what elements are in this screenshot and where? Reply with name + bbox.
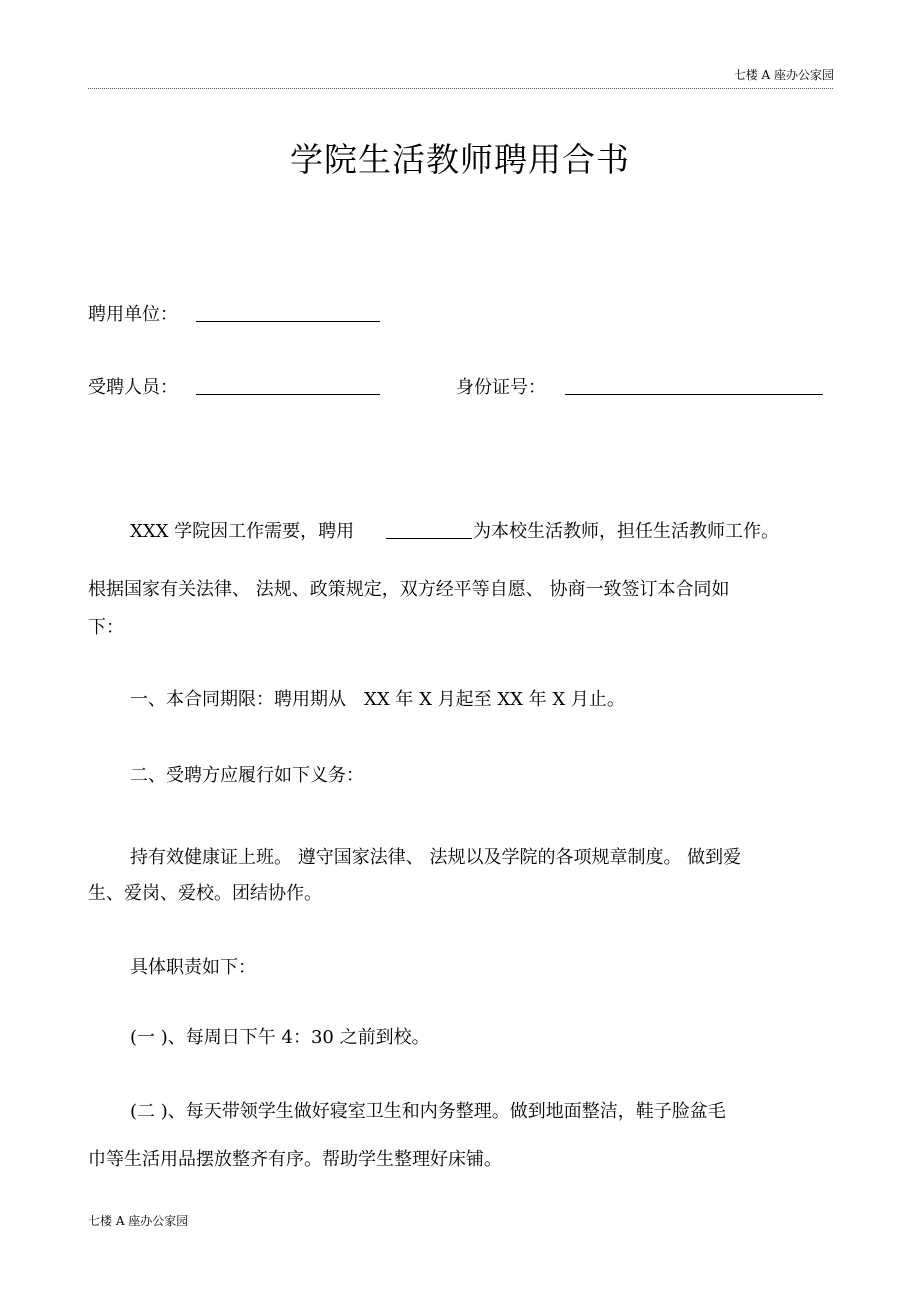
duties-heading: 二、受聘方应履行如下义务：: [130, 765, 364, 786]
employer-label: 聘用单位：: [88, 304, 178, 325]
responsibility-item-2-line-2: 巾等生活用品摆放整齐有序。帮助学生整理好床铺。: [88, 1149, 502, 1170]
employer-blank-line: [196, 321, 380, 322]
responsibility-item-1: (一 )、每周日下午 4：30 之前到校。: [130, 1027, 430, 1048]
intro-line-1-end: 为本校生活教师，担任生活教师工作。: [473, 521, 779, 542]
contract-term: 一、本合同期限：聘用期从 XX 年 X 月起至 XX 年 X 月止。: [130, 689, 625, 710]
employee-blank-line: [196, 394, 380, 395]
id-number-label: 身份证号：: [456, 377, 546, 398]
duties-line-2: 生、爱岗、爱校。团结协作。: [88, 883, 322, 904]
header-divider: [88, 88, 833, 89]
page-footer: 七楼 A 座办公家园: [88, 1214, 189, 1228]
responsibility-item-2-line-1: (二 )、每天带领学生做好寝室卫生和内务整理。做到地面整洁，鞋子脸盆毛: [130, 1101, 726, 1122]
document-title: 学院生活教师聘用合书: [290, 140, 630, 179]
responsibilities-heading: 具体职责如下：: [130, 957, 256, 978]
id-number-blank-line: [565, 394, 823, 395]
appointee-blank-line: [386, 538, 472, 539]
page-header: 七楼 A 座办公家园: [733, 68, 834, 82]
duties-line-1: 持有效健康证上班。 遵守国家法律、 法规以及学院的各项规章制度。 做到爱: [130, 847, 742, 868]
intro-line-2: 根据国家有关法律、 法规、政策规定，双方经平等自愿、 协商一致签订本合同如: [88, 579, 730, 600]
intro-line-3: 下：: [88, 617, 124, 638]
intro-line-1-start: XXX 学院因工作需要，聘用: [130, 521, 355, 542]
employee-label: 受聘人员：: [88, 377, 178, 398]
